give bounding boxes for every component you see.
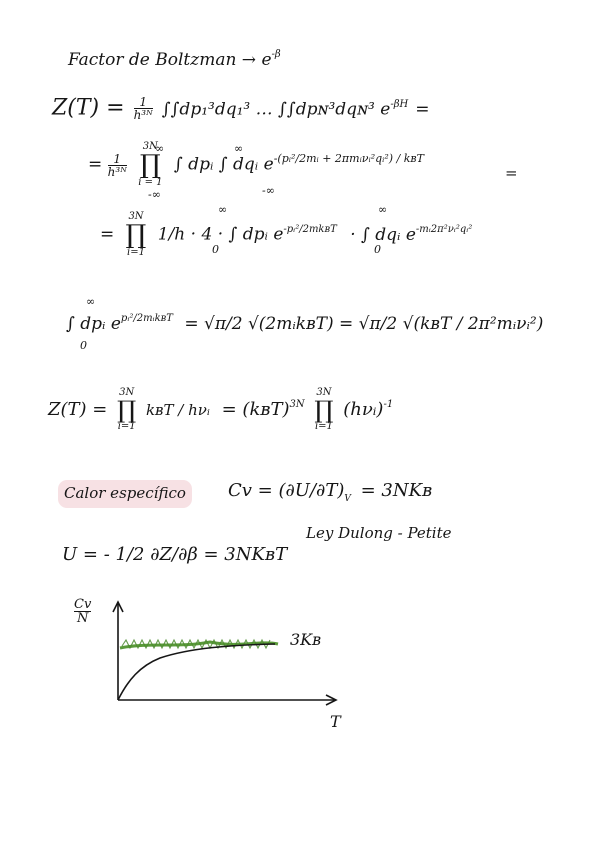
- ley-dulong-petite: Ley Dulong - Petite: [306, 524, 452, 542]
- step2-fraction: [108, 153, 127, 178]
- z-tail-exponent: -1: [383, 399, 394, 410]
- cv-sketch-graph: [60, 590, 360, 730]
- z-result-line: [48, 388, 393, 432]
- partition-function-line: [52, 96, 429, 121]
- step3-int2-bottom: 0: [374, 243, 381, 256]
- z-product2-top: 3N: [316, 387, 332, 398]
- gaussian-int-top: ∞: [86, 295, 96, 308]
- z-product2-symbol: ∏: [314, 396, 334, 424]
- step3-body2: · ∫ dqᵢ e: [350, 224, 416, 245]
- step3-exponent1: -pᵢ²/2mkʙT: [283, 223, 337, 235]
- step3-int1-top: ∞: [218, 203, 228, 216]
- step2-body: ∫ dpᵢ ∫ dqᵢ e: [173, 154, 274, 175]
- cv-formula-line: [228, 480, 433, 504]
- step2-fraction-denominator: h³ᴺ: [107, 164, 127, 179]
- boltzmann-factor-line: [68, 49, 281, 70]
- step2-product-bottom: i = 1: [138, 177, 163, 188]
- step3-prefix: =: [100, 224, 115, 245]
- partition-fraction-denominator: h³ᴺ: [133, 108, 153, 122]
- partition-fraction: [134, 96, 153, 121]
- graph-x-label: T: [330, 712, 341, 731]
- z-product1-top: 3N: [119, 387, 135, 398]
- step2-product-top: 3N: [142, 141, 158, 152]
- partition-lhs: Z(T) =: [52, 95, 125, 121]
- step2-int2-bottom: -∞: [262, 184, 275, 197]
- z-product1-symbol: ∏: [117, 396, 137, 424]
- partition-fraction-numerator: 1: [134, 96, 153, 109]
- gaussian-int-bottom: 0: [80, 339, 87, 352]
- partition-exponent: -βH: [390, 98, 409, 110]
- z-fraction: kʙT / hνᵢ: [145, 401, 210, 419]
- step3-line: [100, 212, 472, 258]
- step3-product-bottom: i=1: [127, 247, 145, 258]
- step2-product-symbol: ∏: [140, 150, 161, 180]
- gaussian-result: = √π/2 √(2mᵢkʙT) = √π/2 √(kʙT / 2π²mᵢνᵢ²): [184, 314, 544, 334]
- gaussian-exponent: pᵢ²/2mᵢkʙT: [120, 313, 173, 324]
- step2-right-equals: =: [505, 164, 518, 182]
- step3-int2-top: ∞: [378, 203, 388, 216]
- u-formula: U = - 1/2 ∂Z/∂β = 3NKʙT: [62, 544, 288, 565]
- z-product2: [314, 388, 333, 432]
- z-result-lhs: Z(T) =: [48, 399, 108, 420]
- step3-exponent2: -mᵢ2π²νᵢ²qᵢ²: [415, 223, 473, 235]
- z-product1: [117, 388, 136, 432]
- cv-formula: Cv = (∂U/∂T): [228, 480, 345, 501]
- graph-y-label-top: Cv: [74, 597, 92, 612]
- partition-integral: ∫∫dp₁³dq₁³ … ∫∫dpɴ³dqɴ³ e: [161, 99, 391, 120]
- step3-product-symbol: ∏: [125, 220, 147, 250]
- step2-prefix: =: [88, 154, 108, 175]
- step2-exponent: -(pᵢ²/2mᵢ + 2πmᵢνᵢ²qᵢ²) / kʙT: [273, 151, 424, 165]
- step2-line: [88, 142, 424, 188]
- cv-subscript: V: [344, 494, 351, 504]
- z-product1-bottom: i=1: [117, 421, 136, 432]
- calor-label: Calor específico: [64, 484, 186, 502]
- graph-y-label-bottom: N: [76, 611, 89, 626]
- z-tail: (hνᵢ): [343, 399, 384, 420]
- graph-asymptote-label: 3Kʙ: [290, 630, 322, 649]
- step3-int1-bottom: 0: [212, 243, 219, 256]
- step2-int1-top: ∞: [155, 142, 165, 155]
- boltzmann-factor-exponent: -β: [271, 49, 281, 60]
- boltzmann-factor-text: Factor de Boltzman → e: [68, 50, 272, 70]
- z-product2-bottom: i=1: [314, 421, 333, 432]
- step3-product-top: 3N: [128, 211, 144, 222]
- z-exponent: 3N: [289, 399, 305, 410]
- step3-product: [126, 212, 147, 258]
- z-equals: = (kʙT): [221, 399, 290, 420]
- graph-cv-curve: [118, 644, 275, 700]
- step2-int2-top: ∞: [234, 142, 244, 155]
- step2-fraction-numerator: 1: [108, 153, 127, 166]
- partition-equals: =: [415, 99, 430, 120]
- gaussian-integral-line: [66, 313, 544, 334]
- gaussian-lhs: ∫ dpᵢ e: [66, 314, 121, 334]
- step2-int1-bottom: -∞: [148, 188, 161, 201]
- step3-body: 1/h · 4 · ∫ dpᵢ e: [157, 224, 284, 245]
- cv-result: = 3NKʙ: [360, 480, 433, 501]
